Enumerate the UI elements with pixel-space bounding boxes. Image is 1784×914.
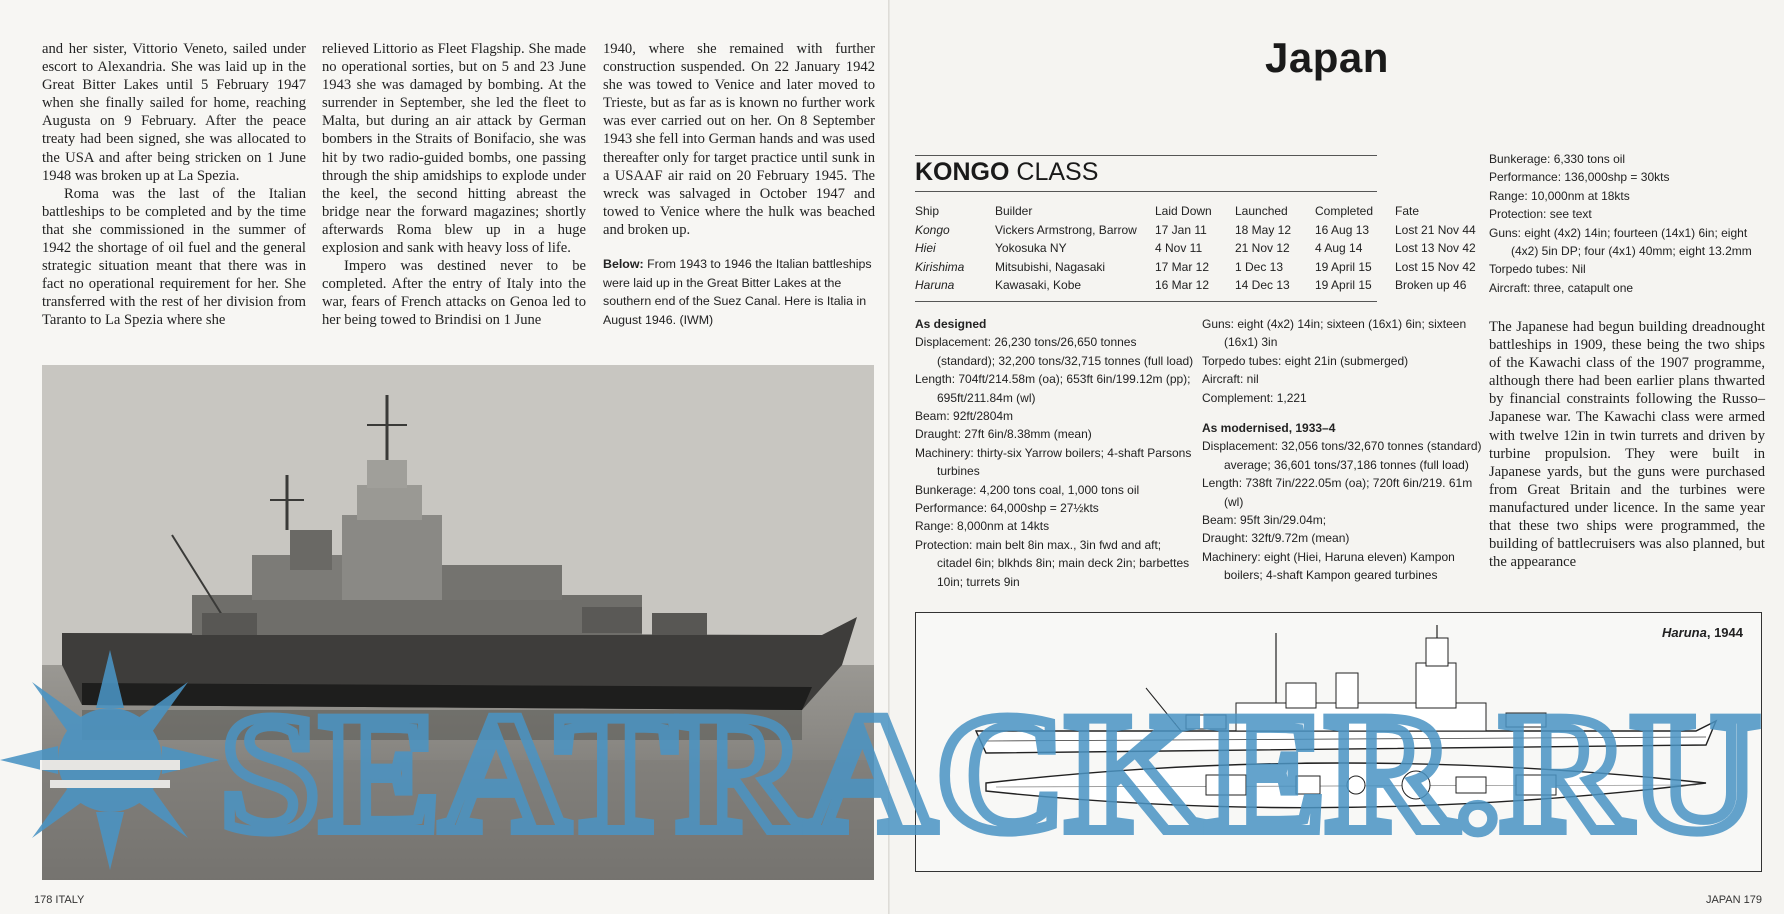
spec-line: (wl) (1224, 494, 1244, 509)
spec-line: turbines (937, 464, 980, 479)
battleship-photo (42, 365, 874, 880)
spec-line: boilers; 4-shaft Kampon geared turbines (1224, 568, 1438, 583)
drawing-ship-name: Haruna (1662, 625, 1707, 640)
spec-line: Guns: eight (4x2) 14in; fourteen (14x1) 6in; eight (1489, 225, 1748, 240)
table-header: Builder (995, 204, 1033, 218)
spec-line: Draught: 27ft 6in/8.38mm (mean) (915, 427, 1092, 442)
table-cell: 19 April 15 (1315, 259, 1372, 274)
table-cell: Mitsubishi, Nagasaki (995, 259, 1106, 274)
table-cell: 4 Nov 11 (1155, 241, 1203, 255)
table-cell: Broken up 46 (1395, 278, 1467, 292)
spec-line: (16x1) 3in (1224, 335, 1278, 350)
drawing-year: , 1944 (1706, 625, 1743, 640)
spec-line: Performance: 136,000shp = 30kts (1489, 170, 1670, 185)
caption-label: Below: (603, 257, 644, 272)
body-text-column (1489, 318, 1765, 571)
table-header: Laid Down (1155, 204, 1212, 218)
paragraph: Roma was the last of the Italian battleships to be completed and by the time that she commissioned in the summer of 1942 the shortage of oil fuel and the general strategic situation meant that there was in fact no operational requirement for her. She transferred with the rest of her division from Taranto to La Spezia where she (42, 185, 306, 329)
spec-line: Machinery: eight (Hiei, Haruna eleven) Kampon (1202, 549, 1455, 564)
spec-line: Range: 8,000nm at 14kts (915, 519, 1050, 534)
caption-text: From 1943 to 1946 the Italian battleships were laid up in the Great Bitter Lakes at the southern end of the Suez Canal. Here is Italia in August 1946. (IWM) (603, 257, 872, 327)
table-cell: 21 Nov 12 (1235, 241, 1290, 255)
spec-line: Protection: see text (1489, 207, 1592, 222)
spec-line: average; 36,601 tons/37,186 tonnes (full load) (1224, 457, 1469, 472)
spec-lines (915, 333, 1195, 591)
spec-line: Beam: 95ft 3in/29.04m; (1202, 513, 1327, 528)
spec-heading: As designed (915, 317, 987, 331)
spec-line: (standard); 32,200 tons/32,715 tonnes (full load) (937, 353, 1194, 368)
spec-line: Displacement: 32,056 tons/32,670 tonnes (standard) (1202, 439, 1482, 454)
table-cell: Haruna (915, 278, 955, 292)
class-label: CLASS (1016, 158, 1099, 186)
watermark-text: SEATRACKER.RU (220, 679, 1760, 867)
table-cell: 17 Mar 12 (1155, 259, 1210, 274)
spec-line: Protection: main belt 8in max., 3in fwd and aft; (915, 537, 1162, 552)
spec-line: Beam: 92ft/2804m (915, 409, 1014, 424)
spec-line: Guns: eight (4x2) 14in; sixteen (16x1) 6in; sixteen (1202, 317, 1467, 331)
table-cell: Vickers Armstrong, Barrow (995, 222, 1137, 237)
paragraph: 1940, where she remained with further construction suspended. On 22 January 1942 she was towed to Venice and later moved to Trieste, but as far as is known no further work was ever carried out on her. On 8 September 1943 she fell into German hands and was used thereafter only for target practice until sunk in a USAAF air raid on 20 February 1945. The wreck was salvaged in October 1947 and towed to Venice where the hulk was beached and broken up. (603, 41, 875, 238)
spec-line: Aircraft: nil (1202, 372, 1259, 387)
text-column-2 (322, 40, 586, 330)
table-row (915, 260, 1485, 279)
spec-line: Machinery: thirty-six Yarrow boilers; 4-shaft Parsons (915, 445, 1192, 460)
spec-line: Torpedo tubes: Nil (1489, 262, 1586, 277)
table-cell: 4 Aug 14 (1315, 241, 1363, 255)
table-row (915, 223, 1485, 242)
spec-line: Bunkerage: 6,330 tons oil (1489, 152, 1626, 166)
spec-line: Complement: 1,221 (1202, 390, 1307, 405)
title-rule-top (915, 155, 1377, 156)
table-cell: Yokosuka NY (995, 241, 1067, 255)
spec-line: Performance: 64,000shp = 27½kts (915, 501, 1099, 516)
table-cell: 17 Jan 11 (1155, 222, 1207, 237)
spec-line: Bunkerage: 4,200 tons coal, 1,000 tons oil (915, 482, 1140, 497)
spec-lines (1202, 315, 1482, 407)
table-row (915, 278, 1485, 297)
table-header: Ship (915, 204, 940, 218)
right-page (890, 0, 1784, 914)
ship-table (915, 204, 1485, 297)
table-cell: 16 Aug 13 (1315, 222, 1370, 237)
page-folio: 178 ITALY (34, 894, 85, 906)
paragraph: Impero was destined never to be completed. After the entry of Italy into the war, fears of French attacks on Genoa led to her being towed to Brindisi on 1 June (322, 258, 586, 329)
spec-lines (1202, 437, 1482, 584)
spec-line: Draught: 32ft/9.72m (mean) (1202, 531, 1350, 546)
class-name: KONGO (915, 158, 1010, 186)
spec-as-designed (915, 315, 1195, 591)
spec-line: Range: 10,000nm at 18kts (1489, 188, 1630, 203)
table-cell: Kirishima (915, 259, 965, 274)
spec-line: Displacement: 26,230 tons/26,650 tonnes (915, 335, 1137, 350)
table-cell: Hiei (915, 241, 936, 255)
title-rule-bottom (915, 191, 1377, 192)
page-folio: JAPAN 179 (1705, 894, 1762, 906)
spec-lines (1489, 150, 1764, 297)
table-cell: Lost 21 Nov 44 (1395, 222, 1476, 237)
ship-drawing-box (915, 612, 1762, 872)
spec-line: 695ft/211.84m (wl) (937, 390, 1036, 405)
text-column-1 (42, 40, 306, 330)
ship-profile-drawing (916, 613, 1761, 871)
battleship-illustration (42, 365, 874, 880)
table-header: Launched (1235, 204, 1288, 218)
table-cell: Kongo (915, 222, 950, 237)
table-cell: 1 Dec 13 (1235, 259, 1284, 274)
table-row (915, 241, 1485, 260)
paragraph: relieved Littorio as Fleet Flagship. She made no operational sorties, but on 5 and 23 June 1943 she was damaged by bombing. At the surrender in September, she led the fleet to Malta, but during an air attack by German bombers in the Straits of Bonifacio, she was hit by two radio-guided bombs, one passing through the ship amidships to explode under the keel, the second hitting abreast the bridge near the forward magazines; shortly afterwards Roma blew up in a huge explosion and sank with heavy loss of life. (322, 41, 586, 257)
table-header: Fate (1395, 204, 1420, 218)
spec-line: Length: 738ft 7in/222.05m (oa); 720ft 6in/219. 61m (1202, 476, 1473, 491)
spec-line: Length: 704ft/214.58m (oa); 653ft 6in/199.12m (pp); (915, 372, 1191, 387)
spec-as-designed-cont (1202, 315, 1482, 585)
country-heading: Japan (1265, 34, 1389, 81)
spec-line: Aircraft: three, catapult one (1489, 280, 1634, 295)
photo-caption (603, 255, 875, 329)
table-cell: Lost 13 Nov 42 (1395, 241, 1476, 255)
table-cell: 16 Mar 12 (1155, 278, 1210, 292)
spec-heading: As modernised, 1933–4 (1202, 421, 1336, 436)
spec-line: (4x2) 5in DP; four (4x1) 40mm; eight 13.2mm (1511, 244, 1752, 259)
paragraph: The Japanese had begun building dreadnought battleships in 1909, these being the two ships of the Kawachi class of the 1907 programme, although there had been earlier plans thwarted by financial constraints following the Russo–Japanese war. The Kawachi class were armed with twelve 12in in twin turrets and driven by turbine propulsion. They were built in Japanese yards, but the guns were purchased from Great Britain and the turbines were manufactured under licence. In the same year that these two ships were programmed, the building of battlecruisers was also planned, but the appearance (1489, 319, 1765, 571)
spec-line: Torpedo tubes: eight 21in (submerged) (1202, 353, 1409, 368)
spec-modernised-cont (1489, 150, 1764, 297)
class-title (915, 158, 1098, 187)
table-header: Completed (1315, 204, 1374, 218)
spec-line: citadel 6in; blkhds 8in; main deck 2in; barbettes (937, 556, 1190, 571)
table-cell: 19 April 15 (1315, 278, 1372, 292)
table-cell: 18 May 12 (1235, 222, 1292, 237)
table-cell: 14 Dec 13 (1235, 278, 1290, 292)
table-rule (915, 301, 1377, 302)
table-header-row (915, 204, 1485, 223)
paragraph: and her sister, Vittorio Veneto, sailed under escort to Alexandria. She was laid up in the Great Bitter Lakes until 5 February 1947 when she finally sailed for home, reaching Augusta on 9 February. After the peace treaty had been signed, she was allocated to the USA and after being stricken on 1 June 1948 was broken up at La Spezia. (42, 41, 306, 184)
left-page (0, 0, 890, 914)
text-column-3 (603, 40, 875, 329)
table-cell: Lost 15 Nov 42 (1395, 259, 1476, 274)
spec-line: 10in; turrets 9in (937, 574, 1020, 589)
table-cell: Kawasaki, Kobe (995, 278, 1082, 292)
